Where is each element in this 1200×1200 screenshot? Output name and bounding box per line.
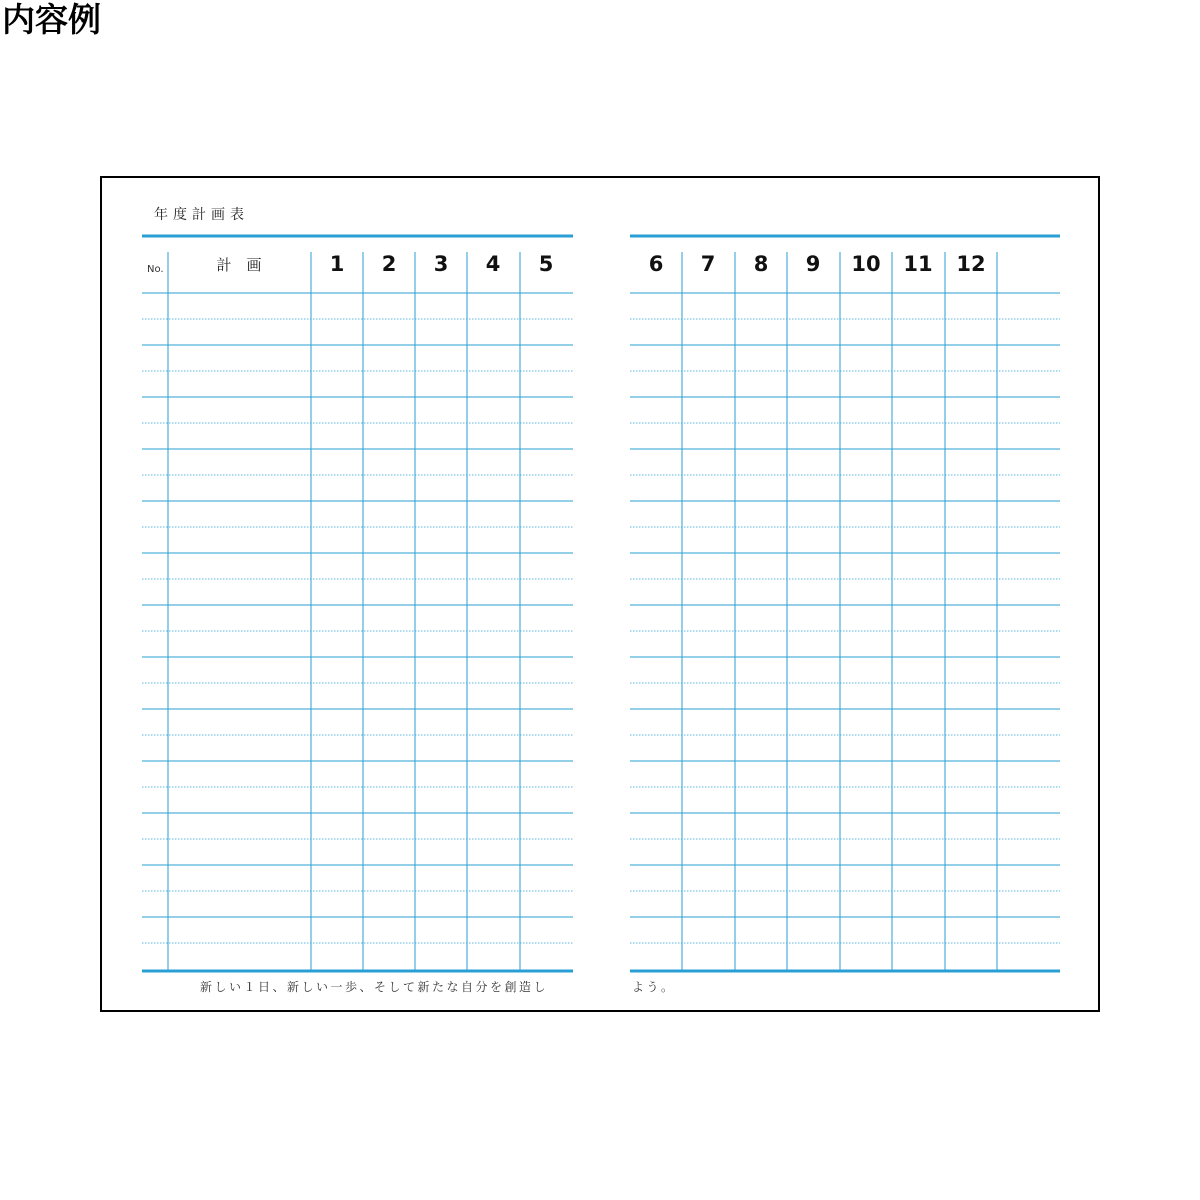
month-header-7: 7 bbox=[700, 252, 716, 276]
left-page-grid bbox=[142, 236, 573, 971]
plan-column-header: 計 画 bbox=[216, 256, 262, 274]
month-header-12: 12 bbox=[956, 252, 986, 276]
planner-grid bbox=[102, 178, 1098, 1010]
month-header-6: 6 bbox=[648, 252, 664, 276]
right-page-grid bbox=[630, 236, 1060, 971]
month-header-8: 8 bbox=[753, 252, 769, 276]
footer-right-text: よう。 bbox=[632, 980, 676, 994]
month-header-5: 5 bbox=[538, 252, 554, 276]
month-header-2: 2 bbox=[381, 252, 397, 276]
planner-spread bbox=[100, 176, 1100, 1012]
month-header-4: 4 bbox=[485, 252, 501, 276]
no-column-header: No. bbox=[147, 264, 164, 275]
footer-left-text: 新しい１日、新しい一歩、そして新たな自分を創造し bbox=[200, 980, 549, 994]
month-header-3: 3 bbox=[433, 252, 449, 276]
month-header-11: 11 bbox=[903, 252, 933, 276]
page-heading: 内容例 bbox=[2, 0, 101, 39]
month-header-1: 1 bbox=[329, 252, 345, 276]
planner-title: 年度計画表 bbox=[154, 207, 249, 223]
month-header-9: 9 bbox=[805, 252, 821, 276]
column-headers bbox=[147, 252, 986, 276]
month-header-10: 10 bbox=[851, 252, 881, 276]
